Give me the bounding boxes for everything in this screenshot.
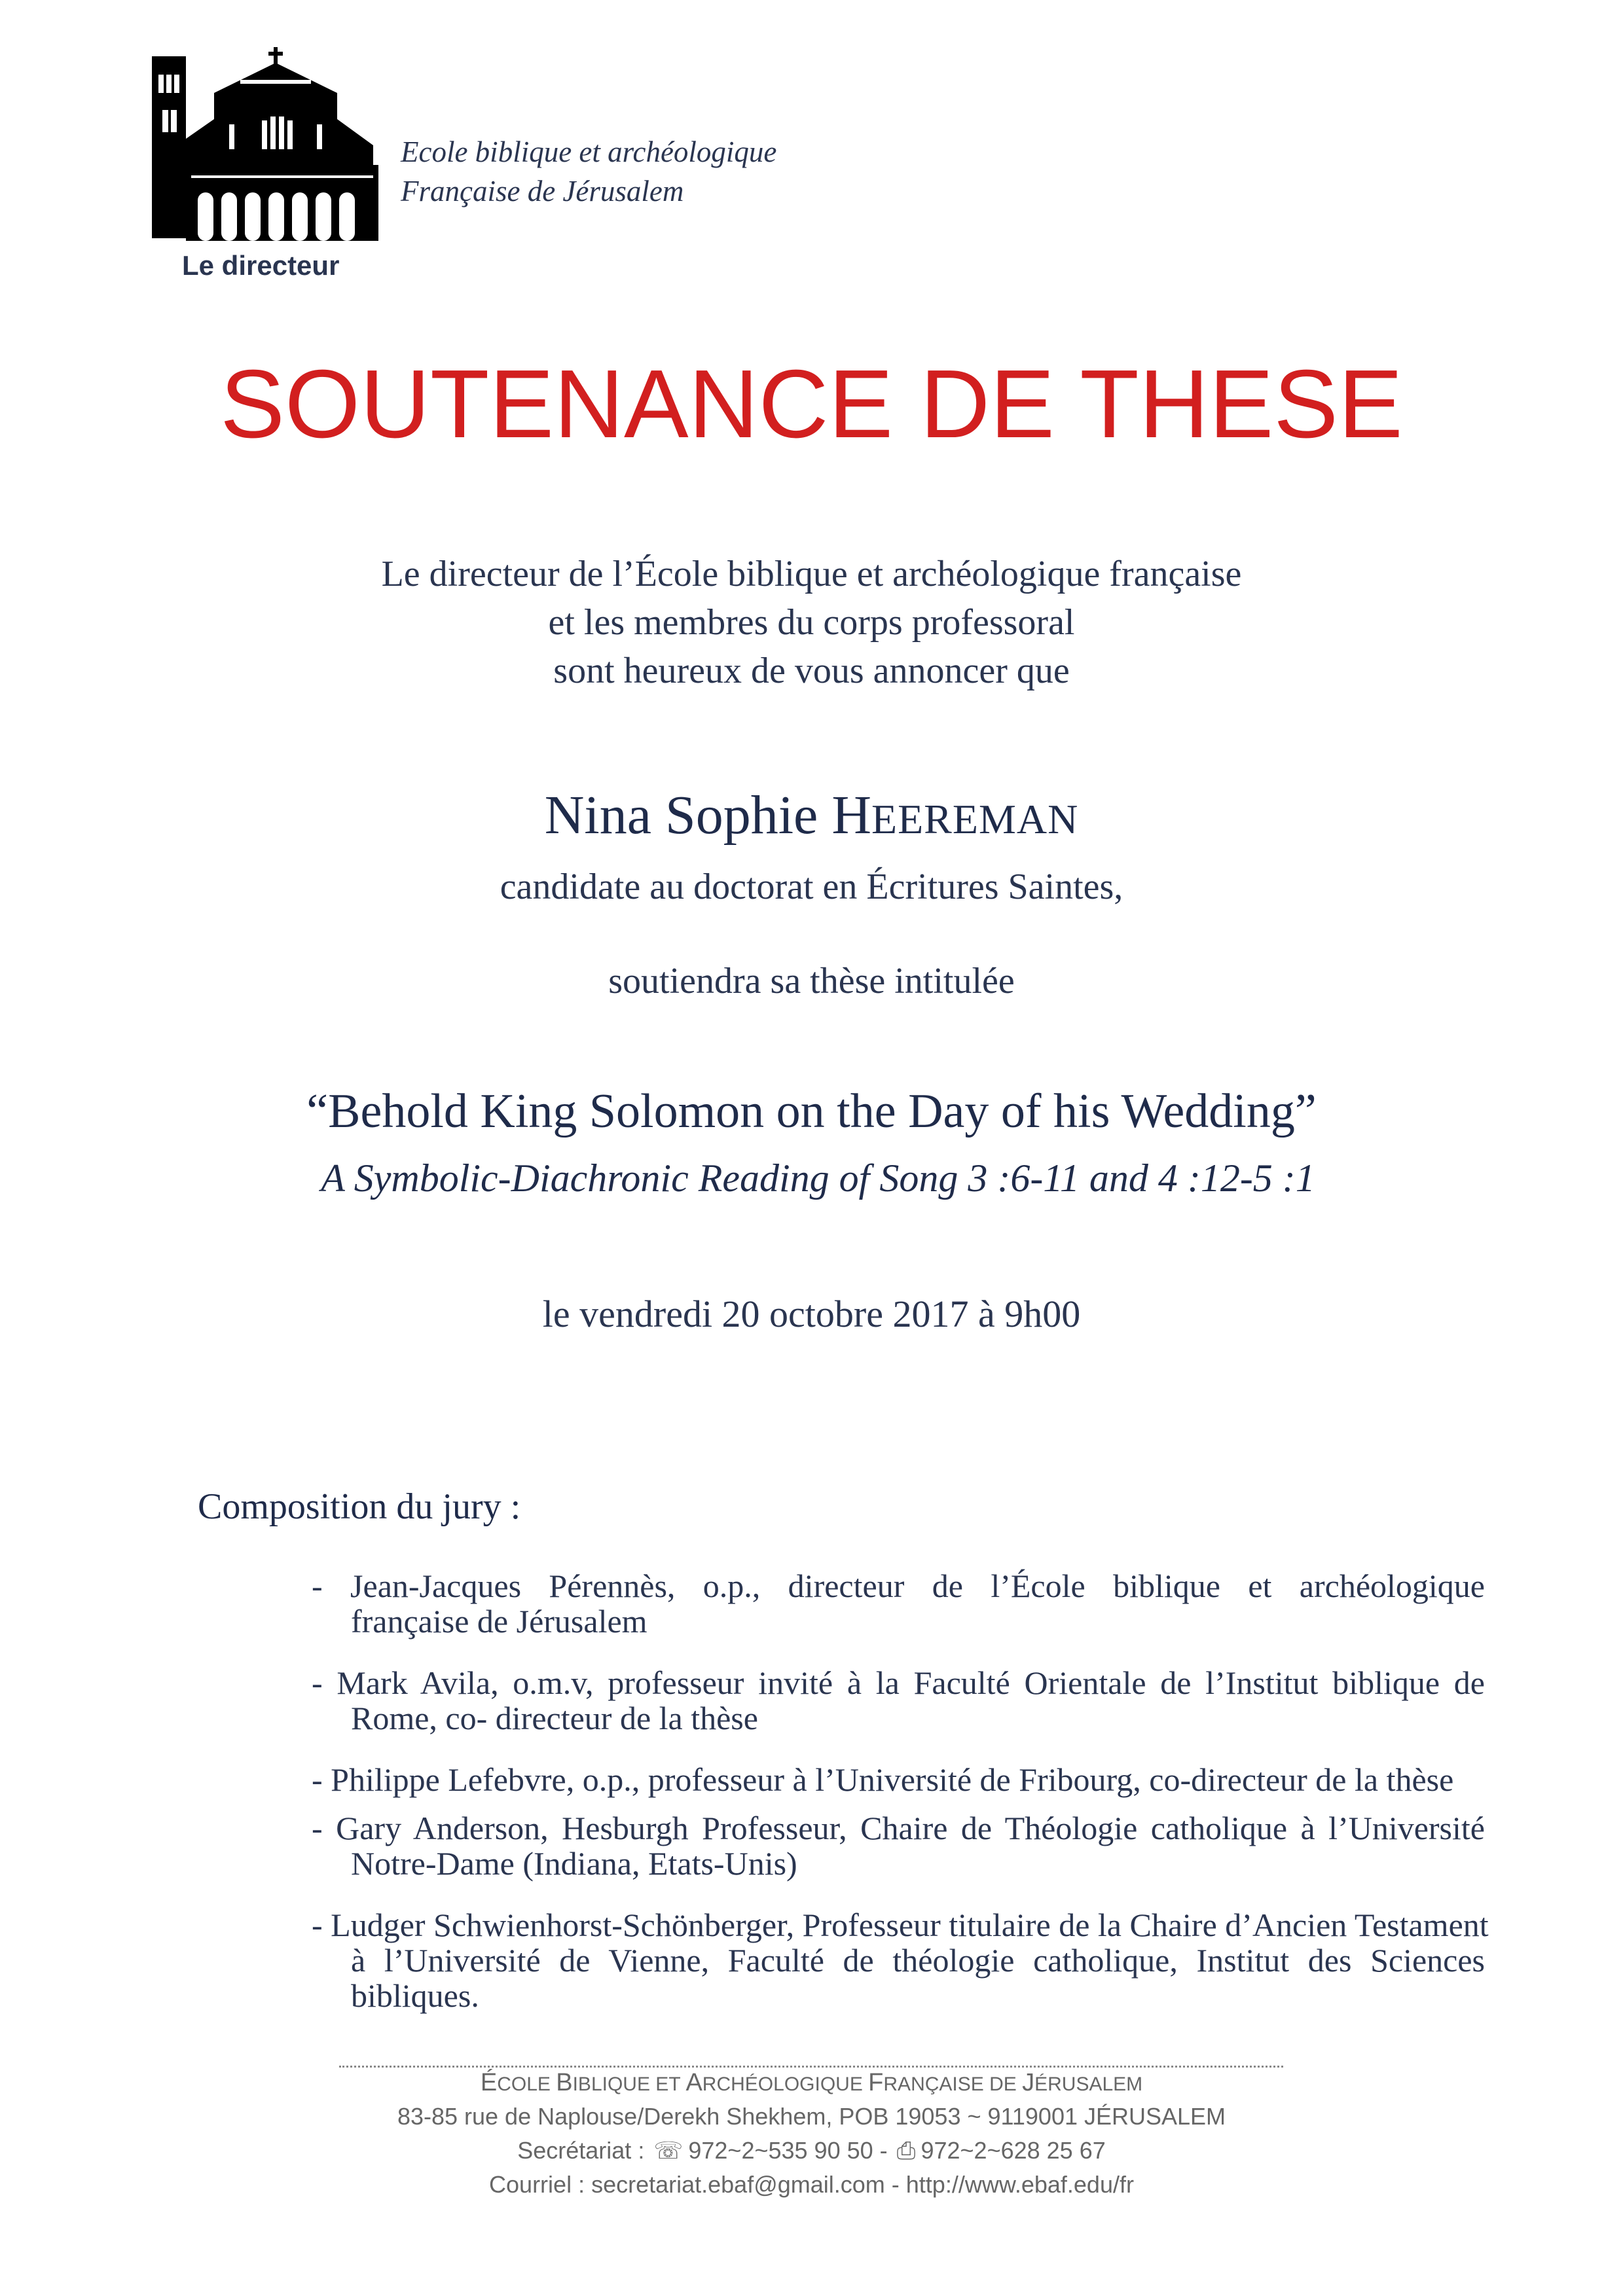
jury-member-line: - Jean-Jacques Pérennès, o.p., directeur de l’École biblique et archéologique (312, 1568, 1485, 1604)
jury-member (312, 1762, 1485, 1797)
footer-phone-number: 972~2~535 90 50 - (688, 2137, 888, 2164)
footer-name-part: RCHÉOLOGIQUE (702, 2073, 869, 2095)
candidate-surname-initial: H (831, 785, 871, 846)
jury-member-line: - Gary Anderson, Hesburgh Professeur, Chaire de Théologie catholique à l’Université (312, 1810, 1485, 1846)
jury-member-line: à l’Université de Vienne, Faculté de théologie catholique, Institut des Sciences (351, 1942, 1485, 1979)
jury-member-line: Rome, co- directeur de la thèse (351, 1700, 758, 1736)
institution-name-line1: Ecole biblique et archéologique (401, 135, 777, 168)
footer-name-part: F (868, 2069, 884, 2096)
footer-address: 83-85 rue de Naplouse/Derekh Shekhem, POB 19053 ~ 9119001 JÉRUSALEM (397, 2103, 1226, 2130)
footer-name-part: IBLIQUE ET (572, 2073, 686, 2095)
candidate-name (0, 783, 1623, 852)
basilica-logo-icon (152, 47, 378, 241)
telephone-icon: ☏ (653, 2137, 684, 2164)
jury-member-line: - Ludger Schwienhorst-Schönberger, Professeur titulaire de la Chaire d’Ancien Testament (312, 1907, 1489, 1943)
defense-line: soutiendra sa thèse intitulée (608, 961, 1015, 1001)
jury-member (312, 1568, 1485, 1639)
page-title: SOUTENANCE DE THESE (220, 350, 1403, 458)
footer-name-part: B (556, 2069, 573, 2096)
footer-name-part: É (480, 2069, 498, 2096)
fax-icon: ⎙ (896, 2137, 916, 2164)
footer-institution-name (0, 2067, 1623, 2100)
jury-member (312, 1665, 1485, 1736)
intro-line-3: sont heureux de vous annoncer que (553, 651, 1070, 691)
institution-name-line2: Française de Jérusalem (401, 175, 684, 207)
footer-name-part: J (1022, 2069, 1035, 2096)
jury-heading: Composition du jury : (198, 1486, 521, 1527)
candidate-surname-rest: EEREMAN (871, 796, 1079, 842)
thesis-title: “Behold King Solomon on the Day of his Wedding” (306, 1085, 1317, 1138)
footer-contact-line: Courriel : secretariat.ebaf@gmail.com - http://www.ebaf.edu/fr (489, 2171, 1134, 2198)
jury-member-line: Notre-Dame (Indiana, Etats-Unis) (351, 1845, 797, 1882)
jury-member-line: - Philippe Lefebvre, o.p., professeur à l’Université de Fribourg, co-directeur de la thèse (312, 1761, 1454, 1798)
footer-phone-line (0, 2135, 1623, 2166)
jury-member-line: française de Jérusalem (351, 1603, 647, 1640)
thesis-subtitle: A Symbolic-Diachronic Reading of Song 3 :6-11 and 4 :12-5 :1 (321, 1157, 1315, 1200)
director-label: Le directeur (182, 250, 340, 281)
jury-member-line: - Mark Avila, o.m.v, professeur invité à la Faculté Orientale de l’Institut biblique de (312, 1664, 1485, 1701)
footer-name-part: RANÇAISE DE (883, 2073, 1023, 2095)
jury-member (312, 1810, 1485, 1881)
defense-date: le vendredi 20 octobre 2017 à 9h00 (542, 1293, 1081, 1335)
footer-phone-label: Secrétariat : (517, 2137, 645, 2164)
footer-name-part: ÉRUSALEM (1034, 2073, 1143, 2095)
candidate-first-names: Nina Sophie (544, 785, 818, 846)
footer-name-part: COLE (497, 2073, 556, 2095)
candidate-role: candidate au doctorat en Écritures Saintes, (500, 867, 1123, 907)
intro-line-1: Le directeur de l’École biblique et archéologique française (381, 554, 1242, 594)
jury-member-line: bibliques. (351, 1977, 479, 2014)
jury-member (312, 1907, 1489, 2014)
thesis-subtitle-wrap (0, 1152, 1623, 1204)
footer-fax-number: 972~2~628 25 67 (921, 2137, 1106, 2164)
intro-line-2: et les membres du corps professoral (548, 602, 1075, 643)
footer-name-part: A (685, 2069, 702, 2096)
